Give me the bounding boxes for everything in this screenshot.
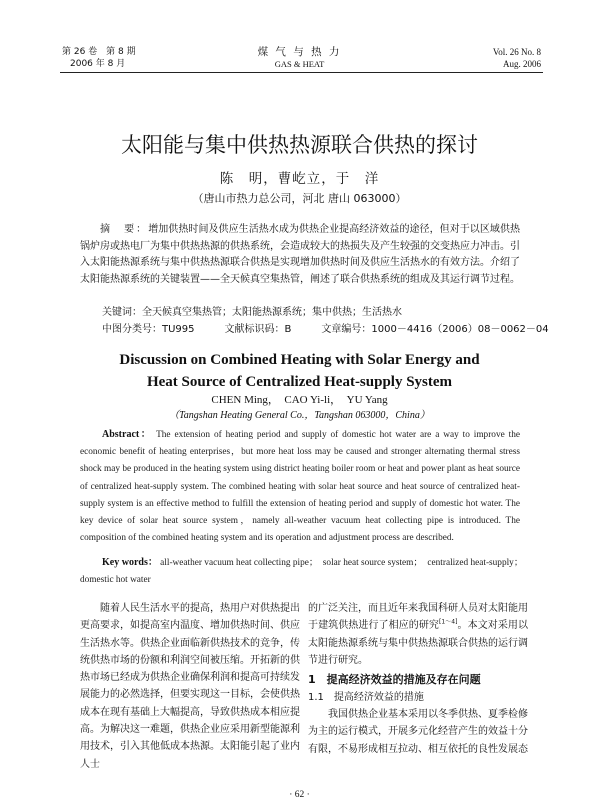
body-column-right (308, 600, 528, 758)
authors-en: CHEN Ming， CAO Yi-li， YU Yang (211, 394, 388, 406)
volume-issue-cn: 第 26 卷 第 8 期 (62, 47, 136, 57)
body-text: 的广泛关注，而且近年来我国科研人员对太阳能用于建筑供热进行了相应的研究 (308, 603, 528, 632)
abstract-cn-label: 摘 要： (100, 224, 149, 235)
body-paragraph: 我国供热企业基本采用以冬季供热、夏季检修为主的运行模式，开展多元化经营产生的效益十分有限，不易形成相互拉动、相互依托的良性发展态 (308, 709, 528, 755)
section-heading: 1 提高经济效益的措施及存在问题 (308, 673, 481, 687)
journal-volume-issue-en (493, 46, 541, 70)
clc-number: 中图分类号：TU995 (102, 324, 195, 335)
keywords-en-label: Key words： (102, 557, 158, 568)
page-number: · 62 · (289, 790, 310, 800)
classification-cn (102, 322, 549, 338)
abstract-en-label: Abstract： (102, 429, 153, 440)
volume-issue-en: Vol. 26 No. 8 (492, 47, 541, 57)
keywords-cn-label: 关键词： (102, 307, 142, 318)
abstract-cn (80, 222, 520, 288)
citation-ref: [1～4] (439, 618, 458, 626)
article-number: 文章编号：1000－4416（2006）08－0062－04 (321, 324, 549, 335)
paper-title-en (0, 350, 599, 392)
document-code: 文献标识码：B (224, 324, 292, 335)
journal-name-en: GAS & HEAT (274, 59, 325, 69)
header-rule (60, 72, 543, 73)
date-cn: 2006 年 8 月 (70, 59, 126, 69)
date-en: Aug. 2006 (503, 59, 541, 69)
body-text: 。本文对采用以太阳能热源系统与集中供热热源联合供热的运行调节进行研究。 (308, 620, 529, 666)
paper-title-en-line2: Heat Source of Centralized Heat-supply System (146, 374, 453, 390)
keywords-cn (102, 305, 402, 321)
keywords-cn-text: 全天候真空集热管；太阳能热源系统；集中供热；生活热水 (142, 307, 402, 318)
paper-title-en-line1: Discussion on Combined Heating with Solar Energy and (119, 352, 480, 368)
abstract-en (80, 426, 520, 547)
abstract-cn-text: 增加供热时间及供应生活热水成为供热企业提高经济效益的途径，但对于以区域供热锅炉房或热电厂为集中供热热源的供热系统，会造成较大的热损失及产生较强的交变热应力冲击。引入太阳能热源系统与集中供热热源联合供热是实现增加供热时间及供应生活热水的有效方法。介绍了太阳能热源系统的关键装置——全天候真空集热管，阐述了联合供热系统的组成及其运行调节过程。 (80, 224, 521, 285)
journal-name-cn: 煤 气 与 热 力 (257, 46, 342, 58)
abstract-en-text: The extension of heating period and supply of domestic hot water are a way to improve the economic benefit of heating enterprises，but more heat loss may be caused and stronger alternating thermal stress shock may be produced in the heating system using district heating boiler room or heat and power plant as heat source of centralized heat-supply system. The combined heating with solar heat source and heat source of centralized heat-supply system is an effective method to fulfill the extension of heating period and supply of domestic hot water. The key device of solar heat source system，namely all-weather vacuum heat collecting pipe is introduced. The composition of the combined heating system and its operation and adjustment process are described. (80, 430, 520, 544)
body-column-left (80, 600, 300, 773)
paper-title-cn: 太阳能与集中供热热源联合供热的探讨 (121, 133, 478, 157)
affiliation-en: （Tangshan Heating General Co.，Tangshan 063000，China） (169, 410, 430, 421)
authors-cn: 陈 明，曹屹立，于 洋 (219, 171, 380, 187)
subsection-heading: 1.1 提高经济效益的措施 (308, 692, 424, 704)
body-paragraph-continued (308, 600, 528, 669)
keywords-en (80, 555, 528, 588)
body-paragraph: 随着人民生活水平的提高，热用户对供热提出更高要求，如提高室内温度、增加供热时间、供应生活热水等。供热企业面临新供热技术的竞争，传统供热市场的份额和利润空间被压缩。开拓新的供热市场已经成为供热企业确保利润和提高可持续发展能力的必然选择，但要实现这一目标，会使供热成本在现有基础上大幅提高，导致供热成本相应提高。为解决这一难题，供热企业应采用新型能源利用技术，引入其他低成本热源。太阳能引起了业内人士 (80, 603, 300, 770)
affiliation-cn: （唐山市热力总公司，河北 唐山 063000） (192, 192, 407, 205)
keywords-en-text: all-weather vacuum heat collecting pipe； solar heat source system； centralized heat-supply； domestic hot water (80, 558, 528, 585)
